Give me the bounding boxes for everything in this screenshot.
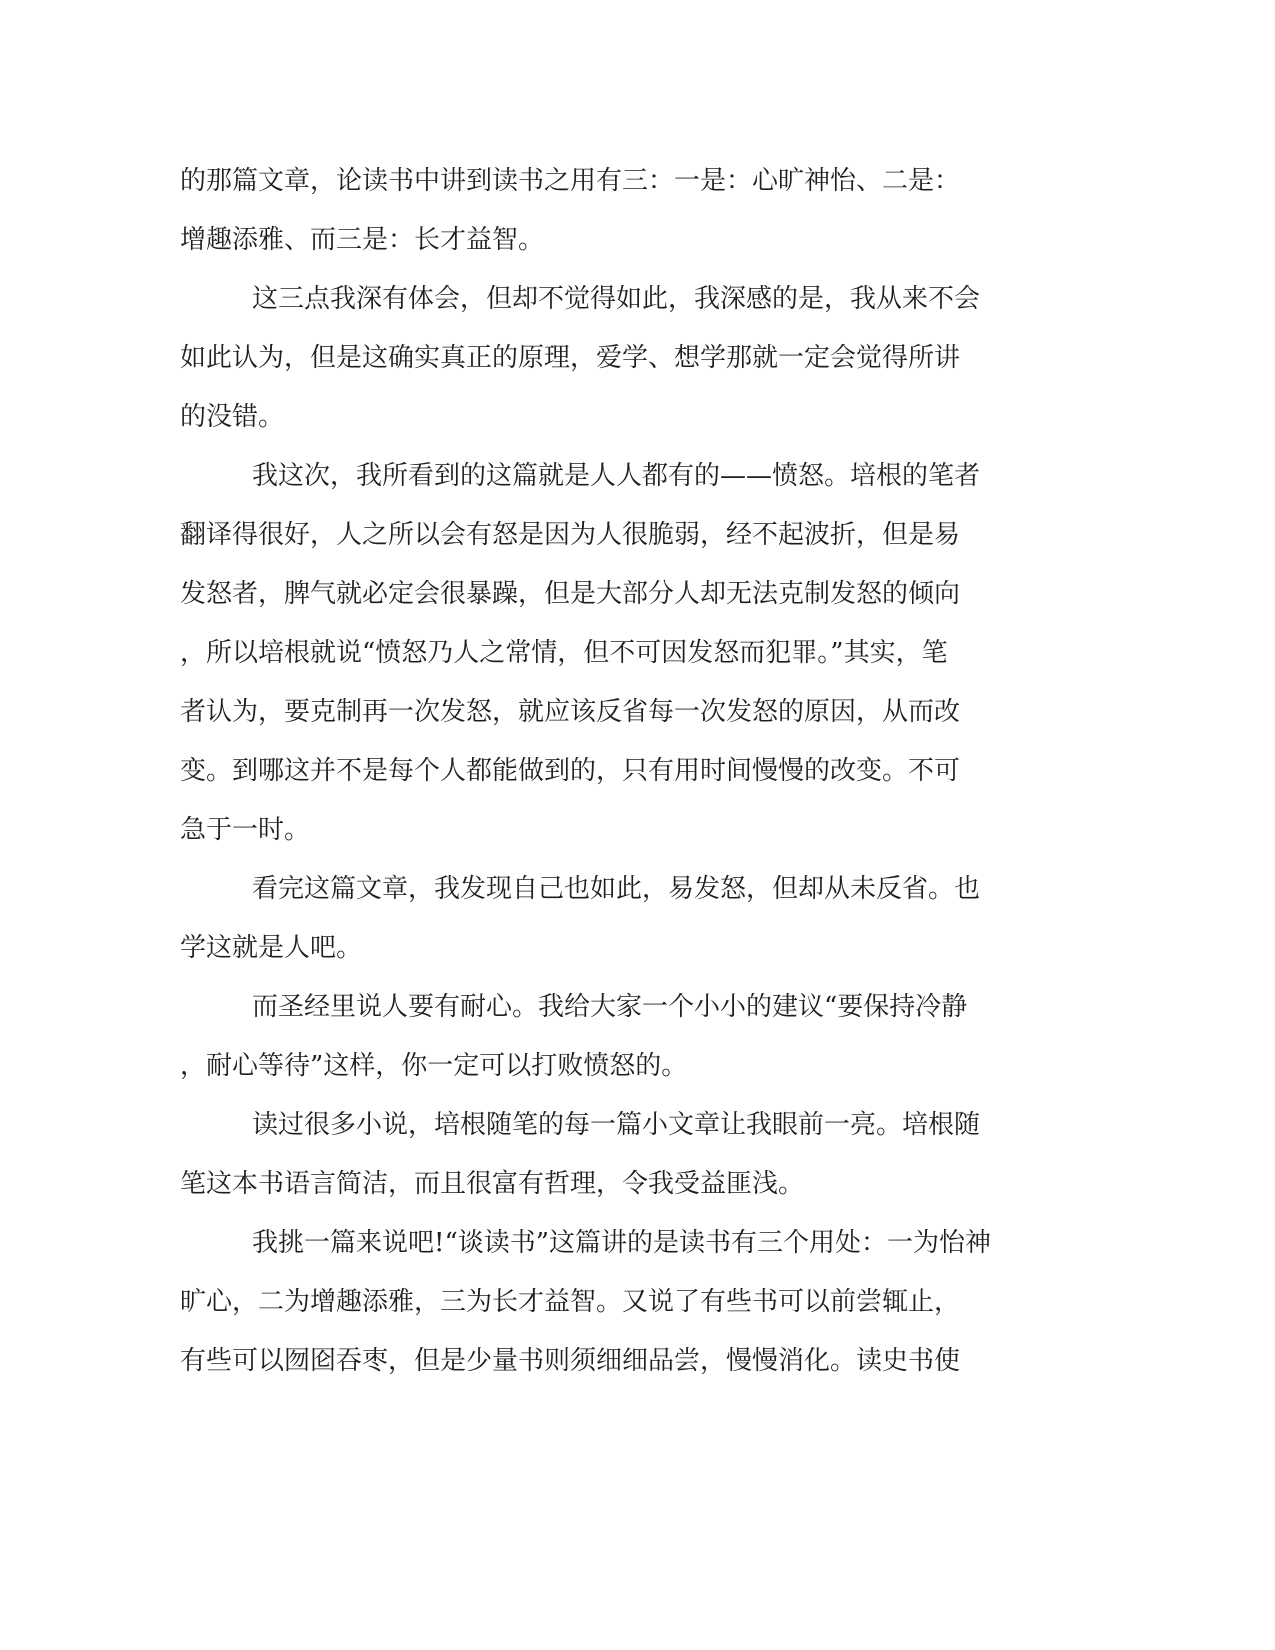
text-line: 增趣添雅、而三是：长才益智。	[180, 225, 545, 255]
paragraph-start: 这三点我深有体会，但却不觉得如此，我深感的是，我从来不会	[252, 284, 981, 314]
text-line: 如此认为，但是这确实真正的原理，爱学、想学那就一定会觉得所讲	[180, 343, 961, 373]
paragraph-start: 看完这篇文章，我发现自己也如此，易发怒，但却从未反省。也	[252, 874, 981, 904]
text-line: 有些可以囫囵吞枣，但是少量书则须细细品尝，慢慢消化。读史书使	[180, 1346, 961, 1376]
text-line: 的没错。	[180, 402, 285, 432]
paragraph-start: 读过很多小说，培根随笔的每一篇小文章让我眼前一亮。培根随	[252, 1110, 981, 1140]
text-line: 笔这本书语言简洁，而且很富有哲理，令我受益匪浅。	[180, 1169, 805, 1199]
paragraph-start: 我这次，我所看到的这篇就是人人都有的——愤怒。培根的笔者	[252, 461, 981, 491]
text-line: 发怒者，脾气就必定会很暴躁，但是大部分人却无法克制发怒的倾向	[180, 579, 961, 609]
text-line: 学这就是人吧。	[180, 933, 363, 963]
text-line: 翻译得很好，人之所以会有怒是因为人很脆弱，经不起波折，但是易	[180, 520, 961, 550]
text-line: ，耐心等待”这样，你一定可以打败愤怒的。	[180, 1051, 688, 1081]
paragraph-start: 我挑一篇来说吧!“谈读书”这篇讲的是读书有三个用处：一为怡神	[252, 1228, 992, 1258]
text-line: ，所以培根就说“愤怒乃人之常情，但不可因发怒而犯罪。”其实，笔	[180, 638, 948, 668]
text-line: 旷心，二为增趣添雅，三为长才益智。又说了有些书可以前尝辄止，	[180, 1287, 961, 1317]
text-line: 变。到哪这并不是每个人都能做到的，只有用时间慢慢的改变。不可	[180, 756, 961, 786]
text-line: 急于一时。	[180, 815, 311, 845]
paragraph-start: 而圣经里说人要有耐心。我给大家一个小小的建议“要保持冷静	[252, 992, 968, 1022]
text-line: 的那篇文章，论读书中讲到读书之用有三：一是：心旷神怡、二是：	[180, 166, 961, 196]
text-line: 者认为，要克制再一次发怒，就应该反省每一次发怒的原因，从而改	[180, 697, 961, 727]
